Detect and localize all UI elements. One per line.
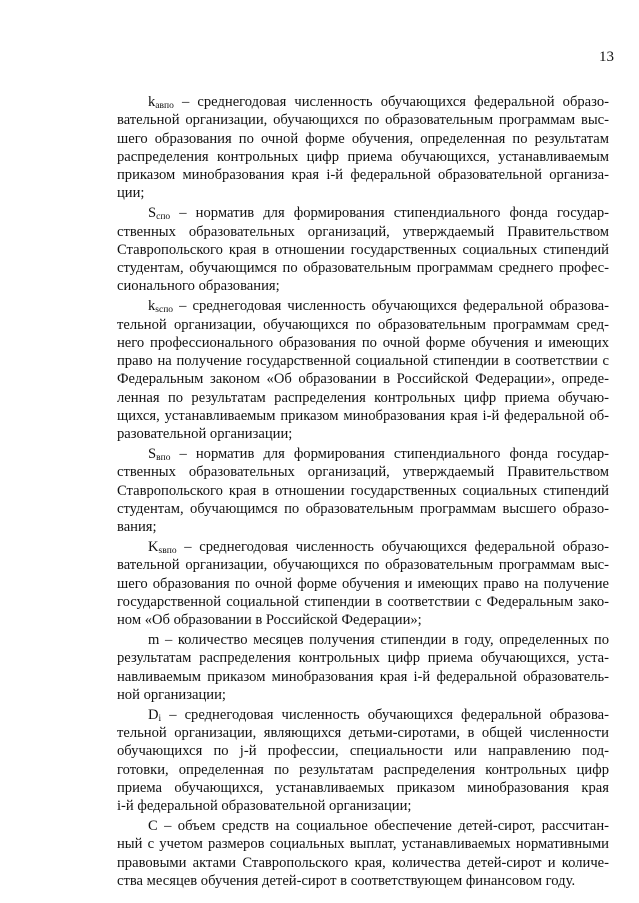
paragraph — [117, 297, 609, 443]
text-line: тельной организации, являющихся детьми-сиротами, в общей численности — [117, 725, 609, 742]
text-line: разовательной организации; — [117, 426, 293, 443]
text-line: тельной организации, обучающихся по образовательным программам сред- — [117, 316, 609, 333]
text-line: готовки, определенная по результатам распределения контрольных цифр — [117, 761, 609, 778]
text-line: него профессионального образования по очной форме обучения и имеющих — [117, 334, 609, 351]
text-line: обучающихся по j-й профессии, специальности или направлению под- — [117, 743, 609, 760]
variable-symbol: K — [148, 539, 159, 556]
paragraph — [117, 817, 609, 890]
variable-subscript: впо — [156, 453, 171, 464]
text-line: навливаемым приказом минобразования края i-й федеральной образователь- — [117, 668, 609, 685]
text-line: ции; — [117, 185, 145, 202]
text-line: государственной социальной стипендии в соответствии с Федеральным зако- — [117, 594, 609, 611]
variable-subscript: scпо — [155, 305, 174, 316]
text-line: правовыми актами Ставропольского края, количества детей-сирот и количе- — [117, 854, 609, 871]
text-line: ственных образовательных организаций, утверждаемый Правительством — [117, 464, 609, 481]
text-line: Ставропольского края в отношении государственных социальных стипендий — [117, 241, 609, 258]
text-line: шего образования по очной форме обучения, определенная по результатам — [117, 130, 609, 147]
text-line: C – объем средств на социальное обеспечение детей-сирот, рассчитан- — [148, 818, 609, 835]
text-line — [117, 93, 609, 111]
line-text: – норматив для формирования стипендиального фонда государ- — [170, 446, 609, 463]
line-text: – среднегодовая численность обучающихся федеральной образо- — [176, 539, 609, 556]
text-line: ном «Об образовании в Российской Федерации»; — [117, 612, 422, 629]
text-line: студентам, обучающимся по образовательным программам высшего образо- — [117, 501, 609, 518]
paragraph — [117, 538, 609, 629]
variable-subscript: i — [158, 713, 162, 724]
paragraph — [117, 706, 609, 816]
text-line: ной организации; — [117, 687, 226, 703]
text-line: сионального образования; — [117, 278, 280, 295]
text-line: ства месяцев обучения детей-сирот в соответствующем финансовом году. — [117, 872, 576, 889]
text-line: приема обучающихся, устанавливаемых приказом минобразования края — [117, 779, 609, 796]
text-line: ленная по результатам распределения контрольных цифр приема обучаю- — [117, 389, 609, 406]
text-line — [117, 706, 609, 724]
text-line — [117, 297, 609, 315]
paragraph — [117, 93, 609, 203]
page-number: 13 — [599, 49, 614, 65]
paragraph — [117, 631, 609, 704]
text-line: щихся, устанавливаемым приказом минобразования края i-й федеральной об- — [117, 408, 609, 425]
text-line: право на получение государственной социальной стипендии в соответствии с — [117, 353, 609, 370]
text-line: вательной организации, обучающихся по образовательным программам выс- — [117, 557, 609, 574]
variable-symbol: k — [148, 94, 156, 110]
paragraph — [117, 445, 609, 536]
text-line: приказом минобразования края i-й федеральной образовательной организа- — [117, 167, 609, 184]
text-line — [117, 538, 609, 556]
line-text: – среднегодовая численность обучающихся федеральной образова- — [161, 706, 609, 723]
line-text: – среднегодовая численность обучающихся федеральной образова- — [173, 298, 609, 315]
line-text: – среднегодовая численность обучающихся федеральной образо- — [173, 94, 609, 110]
text-line: результатам распределения контрольных цифр приема обучающихся, уста- — [117, 650, 609, 667]
text-line: ственных образовательных организаций, утверждаемый Правительством — [117, 223, 609, 240]
text-line: i-й федеральной образовательной организации; — [117, 798, 412, 815]
variable-subscript: авпо — [155, 101, 174, 111]
text-line: вательной организации, обучающихся по образовательным программам выс- — [117, 112, 609, 129]
variable-subscript: sвпо — [158, 546, 177, 557]
text-line: шего образования по очной форме обучения и имеющих право на получение — [117, 575, 609, 592]
text-line: распределения контрольных цифр приема обучающихся, устанавливаемым — [117, 148, 609, 165]
line-text: – норматив для формирования стипендиального фонда государ- — [170, 205, 609, 222]
text-line — [117, 445, 609, 463]
text-line: вания; — [117, 519, 157, 536]
variable-symbol: S — [148, 446, 157, 463]
text-line: Ставропольского края в отношении государственных социальных стипендий — [117, 482, 609, 499]
variable-subscript: спо — [156, 212, 171, 223]
text-line — [117, 204, 609, 222]
text-line: студентам, обучающимся по образовательным программам среднего профес- — [117, 260, 609, 277]
text-line: m – количество месяцев получения стипендии в году, определенных по — [148, 632, 609, 649]
body-text — [117, 93, 609, 890]
variable-symbol: S — [148, 205, 157, 222]
paragraph — [117, 204, 609, 295]
variable-symbol: D — [148, 706, 159, 723]
text-line: ный с учетом размеров социальных выплат, устанавливаемых нормативными — [117, 836, 609, 853]
text-line: Федеральным законом «Об образовании в Российской Федерации», опреде- — [117, 371, 609, 388]
variable-symbol: k — [148, 298, 156, 315]
